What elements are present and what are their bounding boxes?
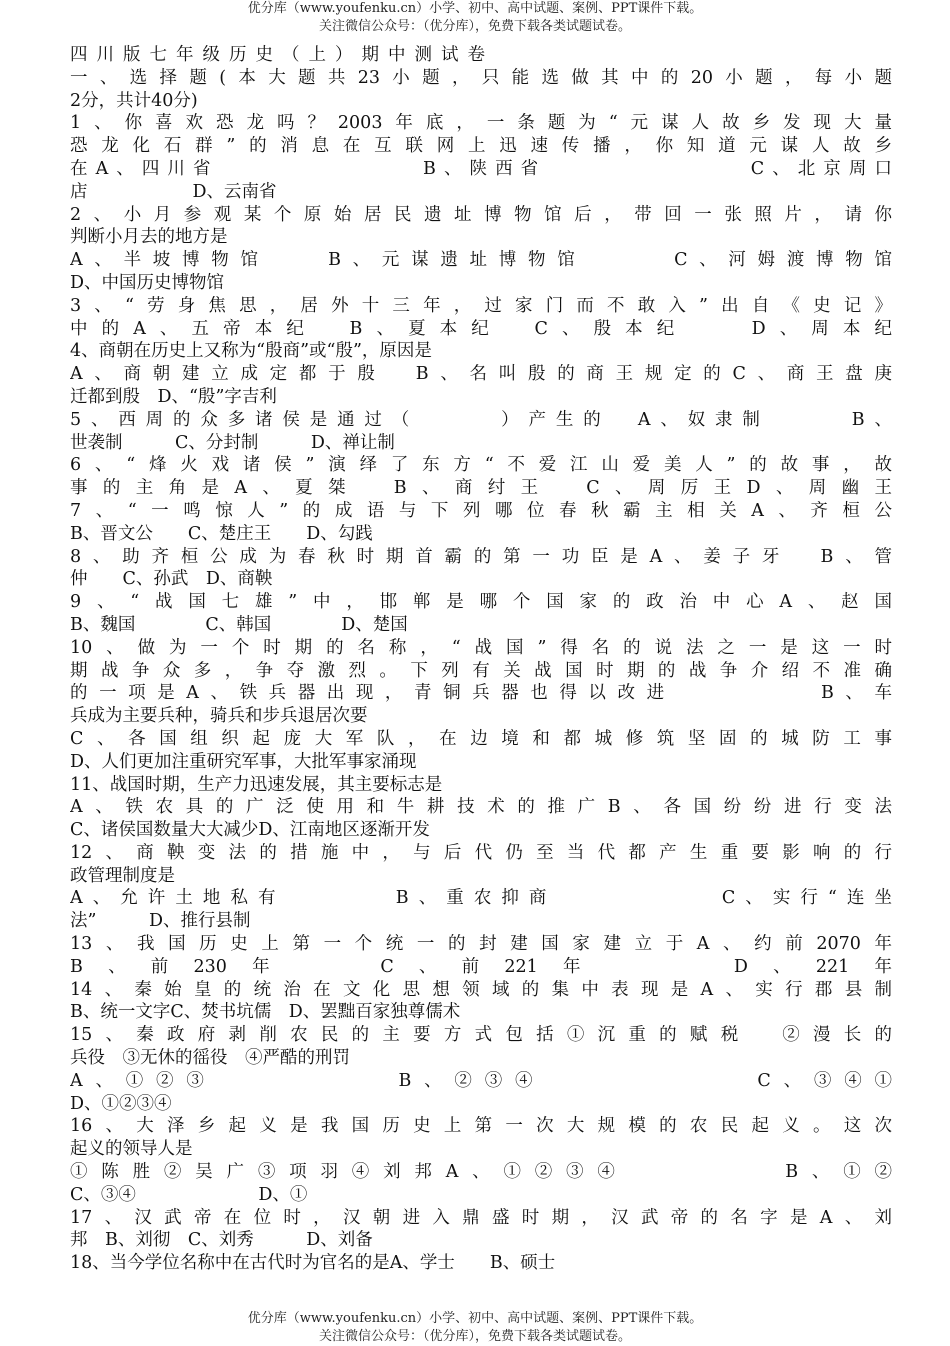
text-line: 期战争众多，争夺激烈。下列有关战国时期的战争介绍不准确 bbox=[70, 660, 892, 681]
page-footer bbox=[0, 1310, 950, 1346]
text-line: 兵役 ③无休的徭役 ④严酷的刑罚 bbox=[70, 1048, 350, 1069]
text-line: 6、“烽火戏诸侯”演绎了东方“不爱江山爱美人”的故事，故 bbox=[70, 455, 892, 476]
text-line: D、①②③④ bbox=[70, 1093, 172, 1114]
text-line: B、魏国 C、韩国 D、楚国 bbox=[70, 614, 408, 635]
text-line: 在A、四川省 B、陕西省 C、北京周口 bbox=[70, 158, 892, 179]
text-line: A、允许土地私有 B、重农抑商 C、实行“连坐 bbox=[70, 888, 892, 909]
footer-line-1: 优分库（www.youfenku.cn）小学、初中、高中试题、案例、PPT课件下载。 bbox=[247, 1311, 703, 1326]
text-line: 政管理制度是 bbox=[70, 865, 175, 886]
text-line: 1、你喜欢恐龙吗？2003年底，一条题为“元谋人故乡发现大量 bbox=[70, 113, 892, 134]
text-line: 2、小月参观某个原始居民遗址博物馆后，带回一张照片，请你 bbox=[70, 204, 892, 225]
footer-line-2: 关注微信公众号：（优分库），免费下载各类试题试卷。 bbox=[318, 1329, 631, 1344]
text-line: C、各国组织起庞大军队，在边境和都城修筑坚固的城防工事 bbox=[70, 728, 892, 749]
text-line: 世袭制 C、分封制 D、禅让制 bbox=[70, 432, 395, 453]
text-line: 迁都到殷 D、“殷”字吉利 bbox=[70, 386, 277, 407]
text-line: 店 D、云南省 bbox=[70, 181, 277, 202]
text-line: B、前230年 C、前221年 D、221年 bbox=[70, 956, 892, 977]
text-line: 4、商朝在历史上又称为“殷商”或“殷”，原因是 bbox=[70, 341, 432, 362]
text-line: 中的A、五帝本纪 B、夏本纪 C、殷本纪 D、周本纪 bbox=[70, 318, 892, 339]
text-line: 的一项是A、铁兵器出现，青铜兵器也得以改进 B、车 bbox=[70, 683, 892, 704]
text-line: 判断小月去的地方是 bbox=[70, 227, 228, 248]
header-line-1: 优分库（www.youfenku.cn）小学、初中、高中试题、案例、PPT课件下载。 bbox=[247, 1, 703, 16]
exam-title: 四川版七年级历史（上）期中测试卷 bbox=[70, 45, 494, 65]
text-line: 13、我国历史上第一个统一的封建国家建立于A、约前2070年 bbox=[70, 934, 892, 955]
text-line: 恐龙化石群”的消息在互联网上迅速传播，你知道元谋人故乡 bbox=[70, 136, 892, 157]
text-line: 一、选择题(本大题共23小题，只能选做其中的20小题，每小题 bbox=[70, 67, 892, 88]
text-line: A、商朝建立成定都于殷 B、名叫殷的商王规定的C、商王盘庚 bbox=[70, 364, 892, 385]
text-line: ①陈胜②吴广③项羽④刘邦A、①②③④ B、①② bbox=[70, 1162, 892, 1183]
text-line: 14、秦始皇的统治在文化思想领域的集中表现是A、实行郡县制 bbox=[70, 979, 892, 1000]
text-line: 10、做为一个时期的名称，“战国”得名的说法之一是这一时 bbox=[70, 637, 892, 658]
text-line: D、人们更加注重研究军事，大批军事家涌现 bbox=[70, 751, 417, 772]
page-header bbox=[0, 0, 950, 36]
text-line: D、中国历史博物馆 bbox=[70, 272, 225, 293]
text-line: 18、当今学位名称中在古代时为官名的是A、学士 B、硕士 bbox=[70, 1253, 556, 1274]
header-line-2: 关注微信公众号：（优分库），免费下载各类试题试卷。 bbox=[318, 19, 631, 34]
text-line: B、统一文字C、焚书坑儒 D、罢黜百家独尊儒术 bbox=[70, 1002, 461, 1023]
text-line: 5、西周的众多诸侯是通过（ ）产生的 A、奴隶制 B、 bbox=[70, 409, 892, 430]
text-line: 2分，共计40分) bbox=[70, 90, 198, 111]
text-line: 仲 C、孙武 D、商鞅 bbox=[70, 569, 273, 590]
text-line: 起义的领导人是 bbox=[70, 1139, 193, 1160]
text-line: C、诸侯国数量大大减少D、江南地区逐渐开发 bbox=[70, 820, 430, 841]
text-line: 事的主角是A、夏桀 B、商纣王 C、周厉王D、周幽王 bbox=[70, 478, 892, 499]
text-line: 邦 B、刘彻 C、刘秀 D、刘备 bbox=[70, 1230, 373, 1251]
document-body bbox=[70, 44, 892, 1275]
text-line: 8、助齐桓公成为春秋时期首霸的第一功臣是A、姜子牙 B、管 bbox=[70, 546, 892, 567]
text-line: 3、“劳身焦思，居外十三年，过家门而不敢入”出自《史记》 bbox=[70, 295, 892, 316]
text-line: 17、汉武帝在位时，汉朝进入鼎盛时期，汉武帝的名字是A、刘 bbox=[70, 1207, 892, 1228]
text-line: A、①②③ B、②③④ C、③④① bbox=[70, 1070, 892, 1091]
text-line: 兵成为主要兵种，骑兵和步兵退居次要 bbox=[70, 706, 368, 727]
text-line: B、晋文公 C、楚庄王 D、勾践 bbox=[70, 523, 373, 544]
text-line: 11、战国时期，生产力迅速发展，其主要标志是 bbox=[70, 774, 443, 795]
text-line: 7、“一鸣惊人”的成语与下列哪位春秋霸主相关A、齐桓公 bbox=[70, 500, 892, 521]
text-line: A、半坡博物馆 B、元谋遗址博物馆 C、河姆渡博物馆 bbox=[70, 250, 892, 271]
text-line: C、③④ D、① bbox=[70, 1184, 308, 1205]
text-line: 15、秦政府剥削农民的主要方式包括①沉重的赋税 ②漫长的 bbox=[70, 1025, 892, 1046]
text-line: A、铁农具的广泛使用和牛耕技术的推广B、各国纷纷进行变法 bbox=[70, 797, 892, 818]
text-line: 16、大泽乡起义是我国历史上第一次大规模的农民起义。这次 bbox=[70, 1116, 892, 1137]
text-line: 法” D、推行县制 bbox=[70, 911, 251, 932]
text-line: 9、“战国七雄”中，邯郸是哪个国家的政治中心A、赵国 bbox=[70, 592, 892, 613]
text-line: 12、商鞅变法的措施中，与后代仍至当代都产生重要影响的行 bbox=[70, 842, 892, 863]
